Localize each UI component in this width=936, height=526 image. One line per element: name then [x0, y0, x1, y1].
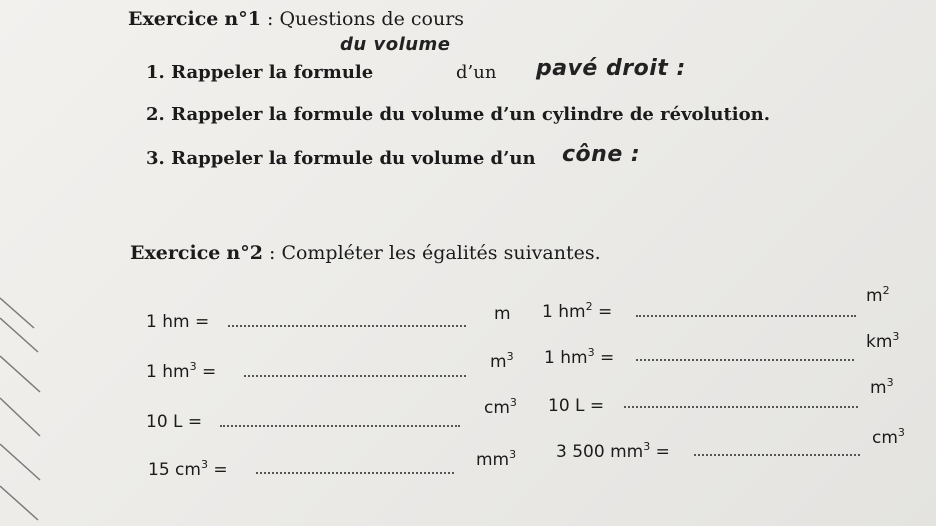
- q3-text: Rappeler la formule du volume d’un: [171, 148, 536, 169]
- left-eq-2-lhs: 1 $hm^3$ =: [146, 360, 217, 382]
- question-3: [146, 148, 536, 169]
- left-eq-4-blank[interactable]: [256, 472, 454, 474]
- right-eq-4-unit: $cm^3$: [872, 426, 905, 448]
- exercise2-title: [130, 242, 601, 264]
- left-eq-2-blank[interactable]: [244, 375, 466, 377]
- right-eq-4-lhs: 3 500 $mm^3$ =: [556, 440, 670, 462]
- question-2: [146, 104, 770, 125]
- right-eq-3-blank[interactable]: [624, 406, 858, 408]
- q2-number: 2.: [146, 104, 165, 125]
- right-eq-4-blank[interactable]: [694, 454, 860, 456]
- right-eq-2-unit: $km^3$: [866, 330, 900, 352]
- left-eq-4-lhs: 15 $cm^3$ =: [148, 458, 228, 480]
- paper-edge-lines: [0, 0, 60, 526]
- exercise1-title: [128, 8, 464, 30]
- left-eq-3-unit: $cm^3$: [484, 396, 517, 418]
- right-eq-2-lhs: 1 $hm^3$ =: [544, 346, 615, 368]
- left-eq-2-unit: $m^3$: [490, 350, 514, 372]
- handwritten-pave-droit: pavé droit :: [536, 56, 686, 81]
- exercise2-title-rest: : Compléter les égalités suivantes.: [269, 242, 601, 264]
- right-eq-3-lhs: 10 L =: [548, 396, 605, 416]
- left-eq-4-unit: $mm^3$: [476, 448, 517, 470]
- right-eq-1-lhs: 1 $hm^2$ =: [542, 300, 613, 322]
- left-eq-1-blank[interactable]: [228, 325, 466, 327]
- q2-text: Rappeler la formule du volume d’un cylindre de révolution.: [171, 104, 770, 125]
- q3-number: 3.: [146, 148, 165, 169]
- left-eq-3-blank[interactable]: [220, 425, 460, 427]
- exercise1-title-rest: : Questions de cours: [267, 8, 465, 30]
- right-eq-1-unit: $m^2$: [866, 284, 890, 306]
- exercise2-title-num: n°2: [226, 242, 263, 264]
- handwritten-du-volume: du volume: [340, 34, 451, 55]
- exercise1-title-word: Exercice: [128, 8, 219, 30]
- left-eq-1-unit: m: [494, 304, 511, 324]
- left-eq-3-lhs: 10 L =: [146, 412, 203, 432]
- right-eq-2-blank[interactable]: [636, 359, 854, 361]
- q1-text-a: Rappeler la formule: [171, 62, 374, 83]
- q1-text-b: d’un: [456, 62, 497, 83]
- handwritten-cone: cône :: [562, 142, 641, 167]
- exercise1-title-num: n°1: [224, 8, 261, 30]
- q1-number: 1.: [146, 62, 165, 83]
- right-eq-3-unit: $m^3$: [870, 376, 894, 398]
- question-1: [146, 62, 373, 83]
- left-eq-1-lhs: 1 hm =: [146, 312, 210, 332]
- right-eq-1-blank[interactable]: [636, 315, 856, 317]
- exercise2-title-word: Exercice: [130, 242, 221, 264]
